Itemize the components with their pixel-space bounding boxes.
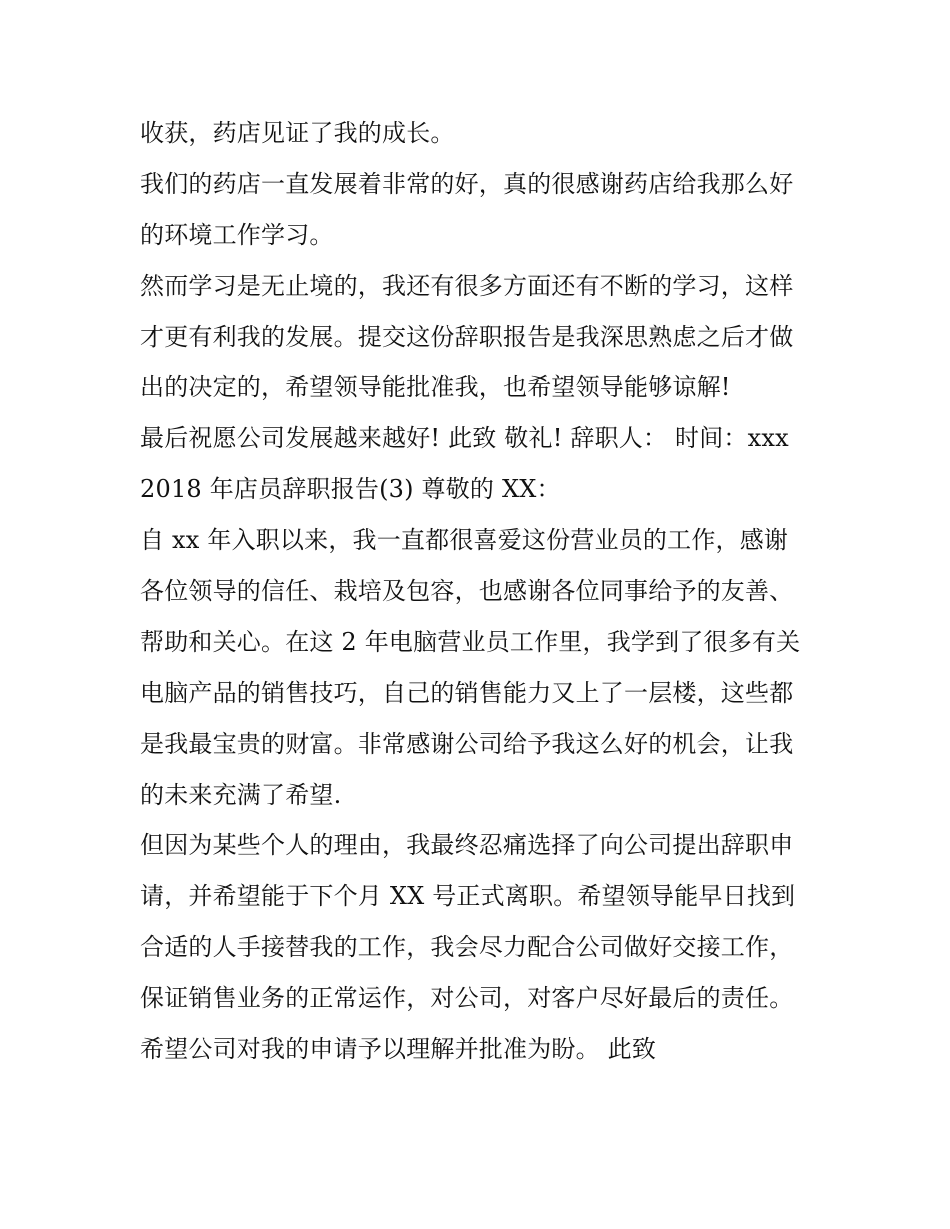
text-line: 请，并希望能于下个月 XX 号正式离职。希望领导能早日找到: [140, 882, 796, 911]
text-line: 的未来充满了希望.: [140, 780, 342, 809]
text-line: 帮助和关心。在这 2 年电脑营业员工作里，我学到了很多有关: [140, 627, 801, 656]
text-line: 最后祝愿公司发展越来越好! 此致 敬礼! 辞职人： 时间：xxx: [140, 424, 789, 453]
text-line: 我们的药店一直发展着非常的好，真的很感谢药店给我那么好: [140, 169, 794, 198]
document-body: [140, 108, 840, 1075]
text-line: 保证销售业务的正常运作，对公司，对客户尽好最后的责任。: [140, 984, 794, 1013]
text-line: 出的决定的，希望领导能批准我，也希望领导能够谅解!: [140, 373, 731, 402]
text-line: 电脑产品的销售技巧，自己的销售能力又上了一层楼，这些都: [140, 678, 794, 707]
text-line: 是我最宝贵的财富。非常感谢公司给予我这么好的机会，让我: [140, 729, 794, 758]
text-line: 合适的人手接替我的工作，我会尽力配合公司做好交接工作，: [140, 933, 794, 962]
text-line: 希望公司对我的申请予以理解并批准为盼。 此致: [140, 1035, 657, 1064]
text-line: 自 xx 年入职以来，我一直都很喜爱这份营业员的工作，感谢: [140, 526, 789, 555]
text-line: 各位领导的信任、栽培及包容，也感谢各位同事给予的友善、: [140, 577, 794, 606]
text-line: 但因为某些个人的理由，我最终忍痛选择了向公司提出辞职申: [140, 831, 794, 860]
text-line: 然而学习是无止境的，我还有很多方面还有不断的学习，这样: [140, 271, 794, 300]
text-line: 2018 年店员辞职报告(3) 尊敬的 XX：: [140, 475, 561, 504]
text-line: 收获，药店见证了我的成长。: [140, 119, 455, 147]
text-line: 才更有利我的发展。提交这份辞职报告是我深思熟虑之后才做: [140, 322, 794, 351]
text-line: 的环境工作学习。: [140, 220, 334, 249]
